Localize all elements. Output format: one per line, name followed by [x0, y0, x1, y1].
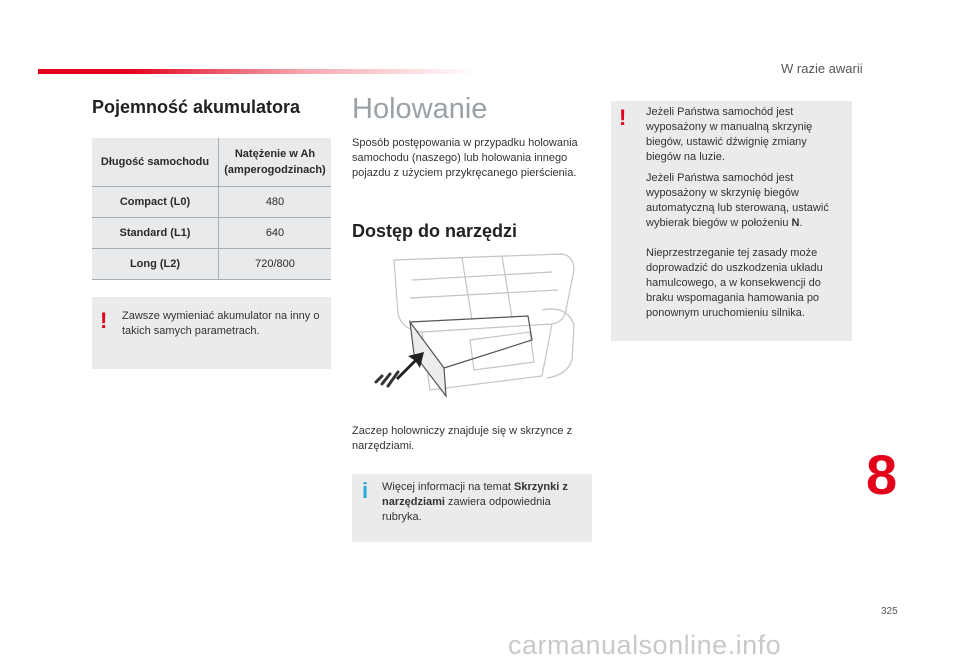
- info-text-bold: Skrzynki z narzędziami: [382, 481, 568, 508]
- warning-paragraph-1: Jeżeli Państwa samochód jest wyposażony w manualną skrzynię biegów, ustawić dźwignię zmiany biegów na luzie.: [646, 106, 813, 163]
- table-cell-value: 720/800: [219, 249, 332, 280]
- gear-position-label: N: [791, 217, 800, 229]
- page-number: 325: [881, 606, 898, 617]
- tools-text: Zaczep holowniczy znajduje się w skrzynce z narzędziami.: [352, 425, 573, 452]
- battery-table: [92, 138, 331, 280]
- table-cell-model: Standard (L1): [92, 218, 219, 249]
- table-cell-model: Long (L2): [92, 249, 219, 280]
- info-box: [352, 474, 592, 542]
- header-accent-bar: [38, 69, 478, 74]
- warning-text: .: [799, 217, 803, 229]
- towing-warning-box: [611, 101, 852, 341]
- info-text-part: Więcej informacji na temat: [382, 481, 515, 493]
- table-cell-value: 640: [219, 218, 332, 249]
- exclamation-icon: !: [619, 105, 627, 130]
- tools-title: Dostęp do narzędzi: [352, 221, 518, 241]
- table-row: [92, 218, 331, 249]
- table-header-row: [92, 138, 331, 187]
- section-title: W razie awarii: [781, 61, 863, 76]
- towing-title: Holowanie: [352, 93, 488, 125]
- exclamation-icon: !: [100, 308, 108, 333]
- warning-paragraph-3: Nieprzestrzeganie tej zasady może doprowadzić do uszkodzenia układu hamulcowego, a w konsekwencji do braku wspomagania hamowania po ponownym uruchomieniu silnika.: [646, 247, 823, 319]
- towing-intro: Sposób postępowania w przypadku holowania samochodu (naszego) lub holowania innego pojazdu z użyciem przykręcanego pierścienia.: [352, 137, 578, 179]
- column-header: Długość samochodu: [92, 138, 219, 187]
- warning-text: Jeżeli Państwa samochód jest wyposażony w skrzynię biegów automatyczną lub sterowaną, ustawić wybierak biegów w położeniu: [646, 172, 829, 229]
- info-text-part: zawiera odpowiednia rubryka.: [382, 496, 551, 523]
- battery-warning-box: [92, 297, 331, 369]
- table-cell-value: 480: [219, 187, 332, 218]
- table-row: [92, 187, 331, 218]
- battery-title: Pojemność akumulatora: [92, 97, 301, 117]
- warning-paragraph-2: [646, 171, 844, 231]
- table-cell-model: Compact (L0): [92, 187, 219, 218]
- table-row: [92, 249, 331, 280]
- info-icon: i: [362, 478, 369, 503]
- tool-box-illustration: [352, 250, 592, 410]
- tool-box-illustration-svg: [352, 250, 592, 410]
- column-header: Natężenie w Ah (amperogodzinach): [219, 138, 332, 187]
- watermark: carmanualsonline.info: [508, 630, 782, 660]
- info-text: [382, 480, 582, 525]
- chapter-number: 8: [866, 443, 898, 506]
- battery-warning-text: Zawsze wymieniać akumulator na inny o takich samych parametrach.: [122, 310, 320, 337]
